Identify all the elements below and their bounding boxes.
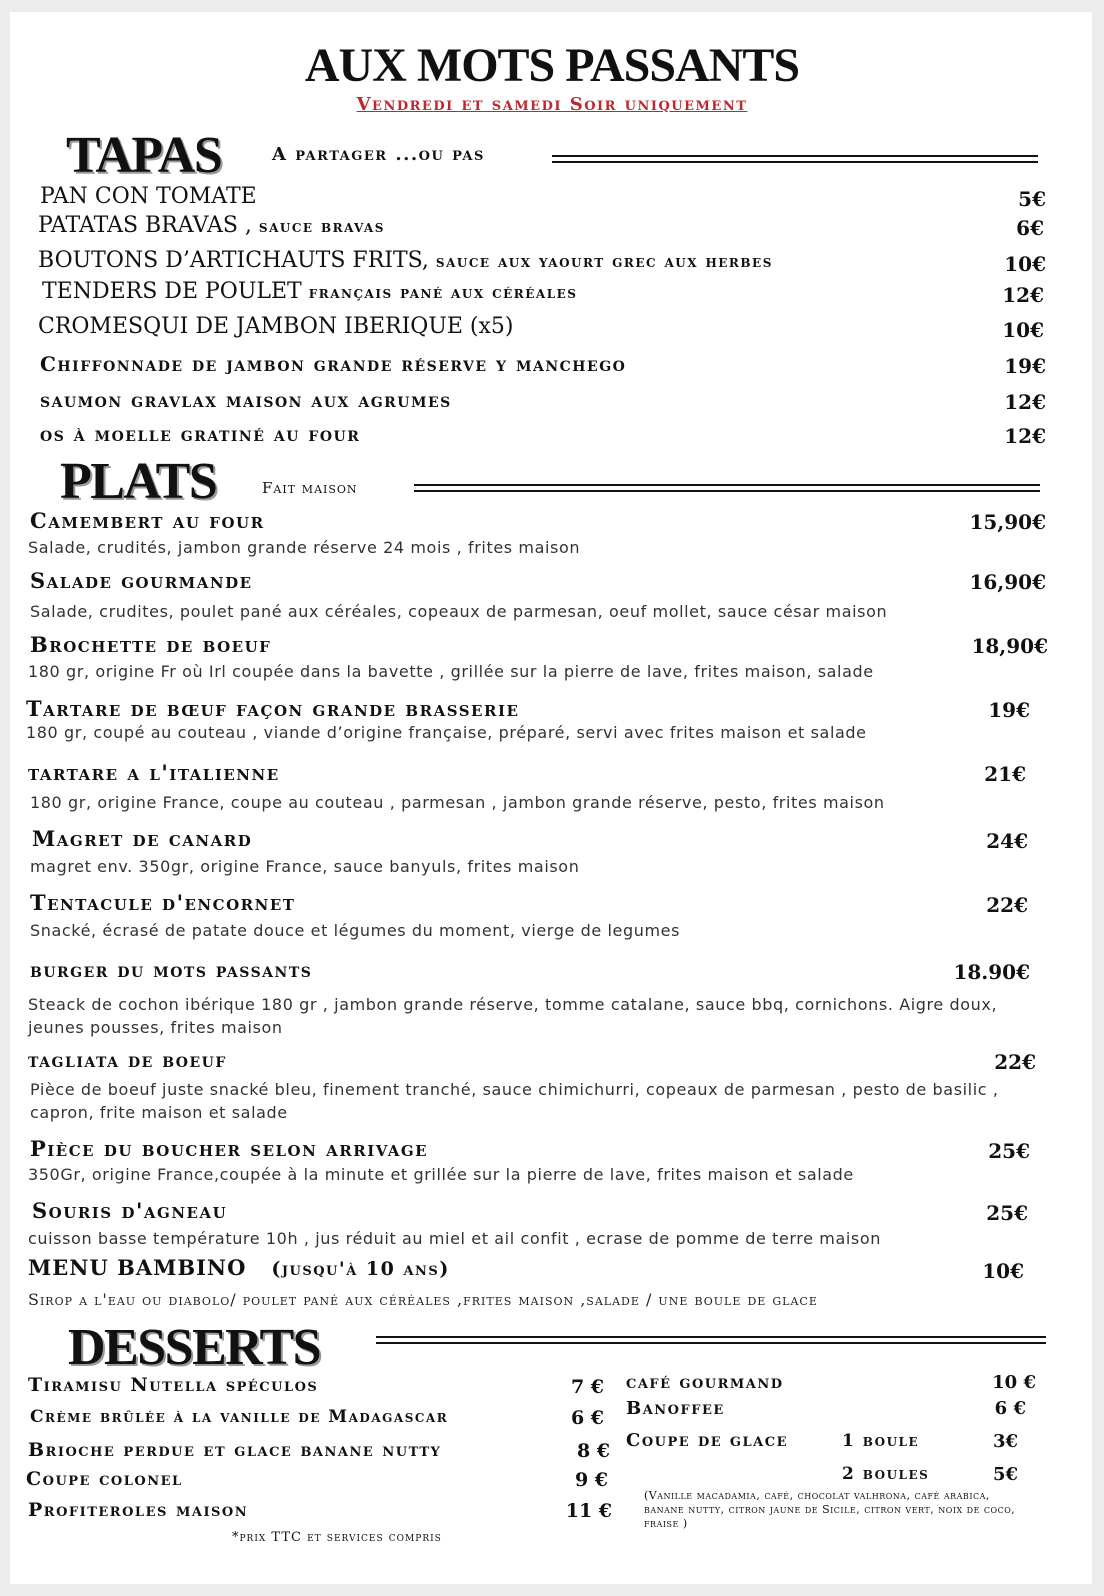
tapas-heading: TAPAS [66,127,222,184]
item-extra: sauce aux yaourt grec aux herbes [435,252,773,272]
dessert-price: 9 € [574,1469,608,1491]
dish-price: 18.90€ [953,960,1030,984]
dessert-name: Brioche perdue et glace banane nutty [28,1439,442,1461]
coupe-price-2: 5€ [992,1464,1018,1485]
item-price: 12€ [1004,424,1046,448]
dish-description: Steack de cochon ibérique 180 gr , jambon grande réserve, tomme catalane, sauce bbq, cornichons. Aigre doux, jeunes pousses, frites maison [28,995,998,1037]
desserts-divider [376,1336,1046,1344]
dish-name: Salade gourmande [30,568,253,593]
item-price: 12€ [1002,283,1044,307]
dish-description: Salade, crudites, poulet pané aux céréales, copeaux de parmesan, oeuf mollet, sauce césar maison [30,602,888,621]
plats-divider [414,484,1040,492]
item-price: 19€ [1004,354,1046,378]
bambino-name: MENU BAMBINO [28,1255,247,1280]
menu-item: os à moelle gratiné au four [40,422,361,446]
desserts-heading: DESSERTS [68,1319,321,1376]
dish-price: 22€ [986,893,1028,917]
dessert-name: café gourmand [626,1372,784,1393]
item-name: CROMESQUI DE JAMBON IBERIQUE (x5) [38,314,514,339]
item-name: TENDERS DE POULET [42,279,302,304]
dessert-name: Profiteroles maison [28,1499,249,1521]
availability-subtitle: Vendredi et samedi Soir uniquement [356,94,748,115]
coupe-price-1: 3€ [992,1431,1018,1452]
dessert-price: 8 € [576,1440,610,1462]
menu-item: saumon gravlax maison aux agrumes [40,388,452,412]
dish-name: Souris d'agneau [32,1198,228,1223]
dish-description: Salade, crudités, jambon grande réserve 24 mois , frites maison [28,538,581,557]
item-name: BOUTONS D’ARTICHAUTS FRITS, [38,248,429,273]
dish-price: 25€ [988,1139,1030,1163]
coupe-option-1: 1 boule [842,1431,920,1451]
dish-name: Pièce du boucher selon arrivage [30,1136,429,1161]
dish-price: 15,90€ [969,510,1046,534]
dish-name: Magret de canard [32,826,253,851]
item-name: PAN CON TOMATE [40,184,257,209]
dessert-price: 7 € [570,1376,604,1398]
item-price: 6€ [1016,216,1044,240]
plats-tagline: Fait maison [262,479,358,497]
dish-description: 180 gr, origine Fr où Irl coupée dans la bavette , grillée sur la pierre de lave, frites maison, salade [28,662,874,681]
dessert-name: Banoffee [626,1398,725,1419]
dish-name: burger du mots passants [30,958,313,982]
dish-name: tagliata de boeuf [28,1048,227,1072]
menu-item [42,279,577,304]
dish-price: 18,90€ [971,634,1048,658]
dish-description: 180 gr, coupé au couteau , viande d’origine française, préparé, servi avec frites maison et salade [26,723,867,742]
item-price: 10€ [1004,252,1046,276]
menu-item: Chiffonnade de jambon grande réserve y manchego [40,352,627,376]
dish-name: Tentacule d'encornet [30,890,296,915]
coupe-option-2: 2 boules [842,1464,930,1484]
dish-description: magret env. 350gr, origine France, sauce banyuls, frites maison [30,857,580,876]
dish-price: 16,90€ [969,570,1046,594]
dessert-name: Coupe colonel [26,1468,183,1490]
bambino-age: (jusqu'à 10 ans) [271,1258,450,1280]
dessert-price: 10 € [992,1372,1036,1393]
dish-description: 180 gr, origine France, coupe au couteau , parmesan , jambon grande réserve, pesto, frites maison [30,793,885,812]
dish-name: Camembert au four [30,508,265,533]
dessert-name: Tiramisu Nutella spéculos [28,1374,319,1396]
dish-description: Pièce de boeuf juste snacké bleu, finement tranché, sauce chimichurri, copeaux de parmesan , pesto de basilic , capron, frite maison et salade [30,1080,999,1122]
menu-item [38,314,514,339]
plats-heading: PLATS [60,453,217,510]
restaurant-title: AUX MOTS PASSANTS [304,39,800,92]
item-price: 10€ [1002,318,1044,342]
dish-price: 10€ [982,1259,1024,1283]
ice-cream-flavours-note: (Vanille macadamia, café, chocolat valhrona, café arabica, banane nutty, citron jaune de Sicile, citron vert, noix de coco, fraise ) [644,1489,1016,1530]
item-price: 12€ [1004,390,1046,414]
dish-description: cuisson basse température 10h , jus réduit au miel et ail confit , ecrase de pomme de terre maison [28,1229,881,1248]
dessert-price: 6 € [994,1398,1026,1419]
dessert-price: 11 € [565,1500,612,1522]
dish-description: 350Gr, origine France,coupée à la minute et grillée sur la pierre de lave, frites maison et salade [28,1165,854,1184]
dish-name [28,1255,450,1280]
dish-description: Snacké, écrasé de patate douce et légumes du moment, vierge de legumes [30,921,681,940]
dessert-price: 6 € [570,1407,604,1429]
dish-price: 22€ [994,1050,1036,1074]
item-name: PATATAS BRAVAS , [38,213,252,238]
dish-name: Brochette de boeuf [30,632,272,657]
dish-price: 24€ [986,829,1028,853]
price-footnote: *prix TTC et services compris [232,1530,442,1545]
item-extra: français pané aux céréales [308,283,578,303]
dish-price: 19€ [988,698,1030,722]
coupe-glace-name: Coupe de glace [626,1430,788,1451]
dish-price: 25€ [986,1201,1028,1225]
dish-name: Tartare de bœuf façon grande brasserie [26,696,520,721]
menu-item [38,248,773,273]
dish-description: Sirop a l'eau ou diabolo/ poulet pané aux céréales ,frites maison ,salade / une boule de glace [28,1290,818,1309]
item-price: 5€ [1018,187,1046,211]
tapas-tagline: A partager ...ou pas [272,144,485,165]
menu-item [40,184,257,209]
dish-name: tartare a l'italienne [28,760,280,785]
menu-item [38,213,385,238]
item-extra: sauce bravas [258,217,385,237]
dish-price: 21€ [984,762,1026,786]
dessert-name: Crème brûlée à la vanille de Madagascar [30,1407,449,1427]
tapas-divider [552,155,1038,163]
